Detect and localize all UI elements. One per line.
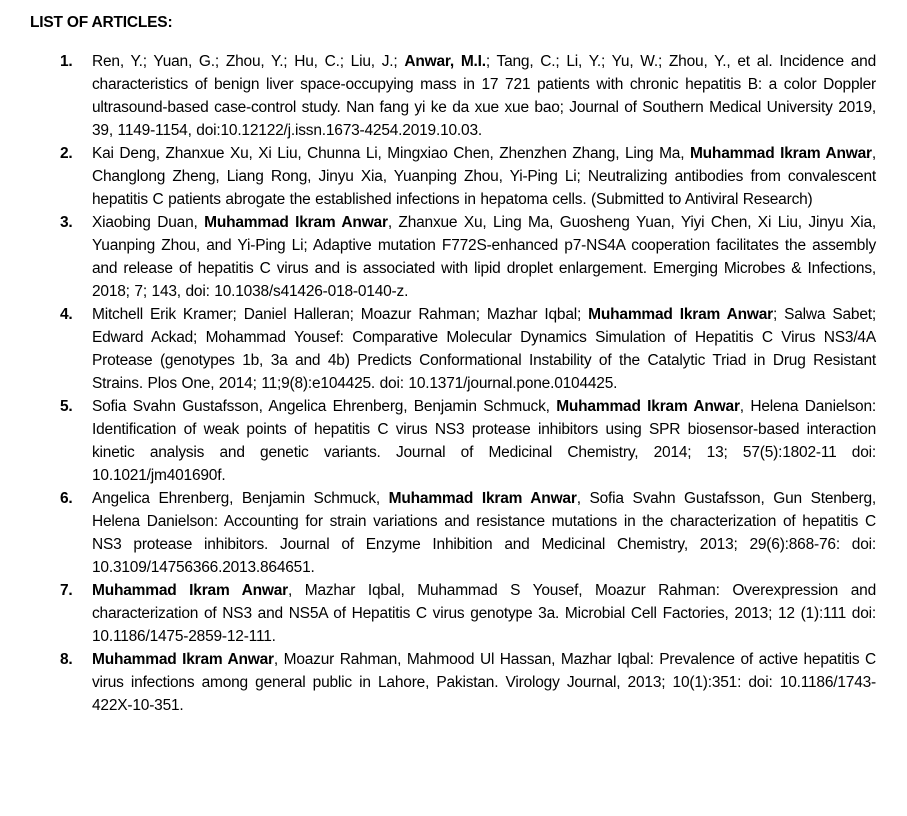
article-number: 2.	[60, 145, 73, 162]
article-text	[92, 142, 876, 211]
article-number: 7.	[60, 582, 73, 599]
text-run: , Changlong Zheng, Liang Rong, Jinyu Xia, Yuanping Zhou, Yi-Ping Li; Neutralizing antibodies from convalescent hepatitis C patients abrogate the established infections in hepatoma cells. (Submitted to Antiviral Research)	[92, 145, 877, 208]
text-run: Kai Deng, Zhanxue Xu, Xi Liu, Chunna Li, Mingxiao Chen, Zhenzhen Zhang, Ling Ma,	[92, 145, 690, 162]
text-run: , Sofia Svahn Gustafsson, Gun Stenberg, Helena Danielson: Accounting for strain variations and resistance mutations in the characterization of hepatitis C NS3 protease inhibitors. Journal of Enzyme Inhibition and Medicinal Chemistry, 2013; 29(6):868-76: doi: 10.3109/14756366.2013.864651.	[92, 490, 877, 576]
article-list	[30, 50, 876, 717]
text-run: Ren, Y.; Yuan, G.; Zhou, Y.; Hu, C.; Liu, J.;	[92, 53, 405, 70]
article-text	[92, 50, 876, 142]
article-number: 8.	[60, 651, 73, 668]
highlighted-author-name: Muhammad Ikram Anwar	[92, 651, 274, 668]
article-text	[92, 579, 876, 648]
highlighted-author-name: Muhammad Ikram Anwar	[588, 306, 773, 323]
list-item	[30, 303, 876, 395]
text-run: Mitchell Erik Kramer; Daniel Halleran; Moazur Rahman; Mazhar Iqbal;	[92, 306, 589, 323]
highlighted-author-name: Muhammad Ikram Anwar	[204, 214, 388, 231]
article-number: 5.	[60, 398, 73, 415]
text-run: Xiaobing Duan,	[92, 214, 205, 231]
text-run: , Zhanxue Xu, Ling Ma, Guosheng Yuan, Yiyi Chen, Xi Liu, Jinyu Xia, Yuanping Zhou, and Yi-Ping Li; Adaptive mutation F772S-enhanced p7-NS4A cooperation facilitates the assembly and release of hepatitis C virus and is associated with lipid droplet enlargement. Emerging Microbes & Infections, 2018; 7; 143, doi: 10.1038/s41426-018-0140-z.	[92, 214, 876, 300]
list-item	[30, 579, 876, 648]
text-run: ; Tang, C.; Li, Y.; Yu, W.; Zhou, Y., et al. Incidence and characteristics of benign liver space-occupying mass in 17 721 patients with chronic hepatitis B: a color Doppler ultrasound-based case-control study. Nan fang yi ke da xue xue bao; Journal of Southern Medical University 2019, 39, 1149-1154, doi:10.12122/j.issn.1673-4254.2019.10.03.	[92, 53, 876, 139]
article-text	[92, 487, 876, 579]
highlighted-author-name: Muhammad Ikram Anwar	[689, 145, 872, 162]
highlighted-author-name: Muhammad Ikram Anwar	[556, 398, 740, 415]
highlighted-author-name: Muhammad Ikram Anwar	[388, 490, 577, 507]
article-number: 1.	[60, 53, 73, 70]
article-number: 6.	[60, 490, 73, 507]
highlighted-author-name: Muhammad Ikram Anwar	[92, 582, 288, 599]
text-run: Angelica Ehrenberg, Benjamin Schmuck,	[92, 490, 389, 507]
article-text	[92, 303, 876, 395]
article-number: 4.	[60, 306, 73, 323]
text-run: , Mazhar Iqbal, Muhammad S Yousef, Moazur Rahman: Overexpression and characterization of NS3 and NS5A of Hepatitis C virus genotype 3a. Microbial Cell Factories, 2013; 12 (1):111 doi: 10.1186/1475-2859-12-111.	[92, 582, 876, 645]
article-text	[92, 395, 876, 487]
list-item	[30, 142, 876, 211]
text-run: Sofia Svahn Gustafsson, Angelica Ehrenberg, Benjamin Schmuck,	[92, 398, 557, 415]
page-title: LIST OF ARTICLES:	[30, 14, 173, 31]
article-number: 3.	[60, 214, 73, 231]
text-run: , Helena Danielson: Identification of weak points of hepatitis C virus NS3 protease inhibitors using SPR biosensor-based interaction kinetic analysis and genetic variants. Journal of Medicinal Chemistry, 2014; 13; 57(5):1802-11 doi: 10.1021/jm401690f.	[92, 398, 876, 484]
article-text	[92, 648, 876, 717]
list-item	[30, 487, 876, 579]
list-item	[30, 648, 876, 717]
list-item	[30, 50, 876, 142]
text-run: ; Salwa Sabet; Edward Ackad; Mohammad Yousef: Comparative Molecular Dynamics Simulation of Hepatitis C Virus NS3/4A Protease (genotypes 1b, 3a and 4b) Predicts Conformational Instability of the Catalytic Triad in Drug Resistant Strains. Plos One, 2014; 11;9(8):e104425. doi: 10.1371/journal.pone.0104425.	[92, 306, 876, 392]
list-item	[30, 211, 876, 303]
article-text	[92, 211, 876, 303]
highlighted-author-name: Anwar, M.I.	[404, 53, 486, 70]
list-item	[30, 395, 876, 487]
text-run: , Moazur Rahman, Mahmood Ul Hassan, Mazhar Iqbal: Prevalence of active hepatitis C virus infections among general public in Lahore, Pakistan. Virology Journal, 2013; 10(1):351: doi: 10.1186/1743-422X-10-351.	[92, 651, 877, 714]
